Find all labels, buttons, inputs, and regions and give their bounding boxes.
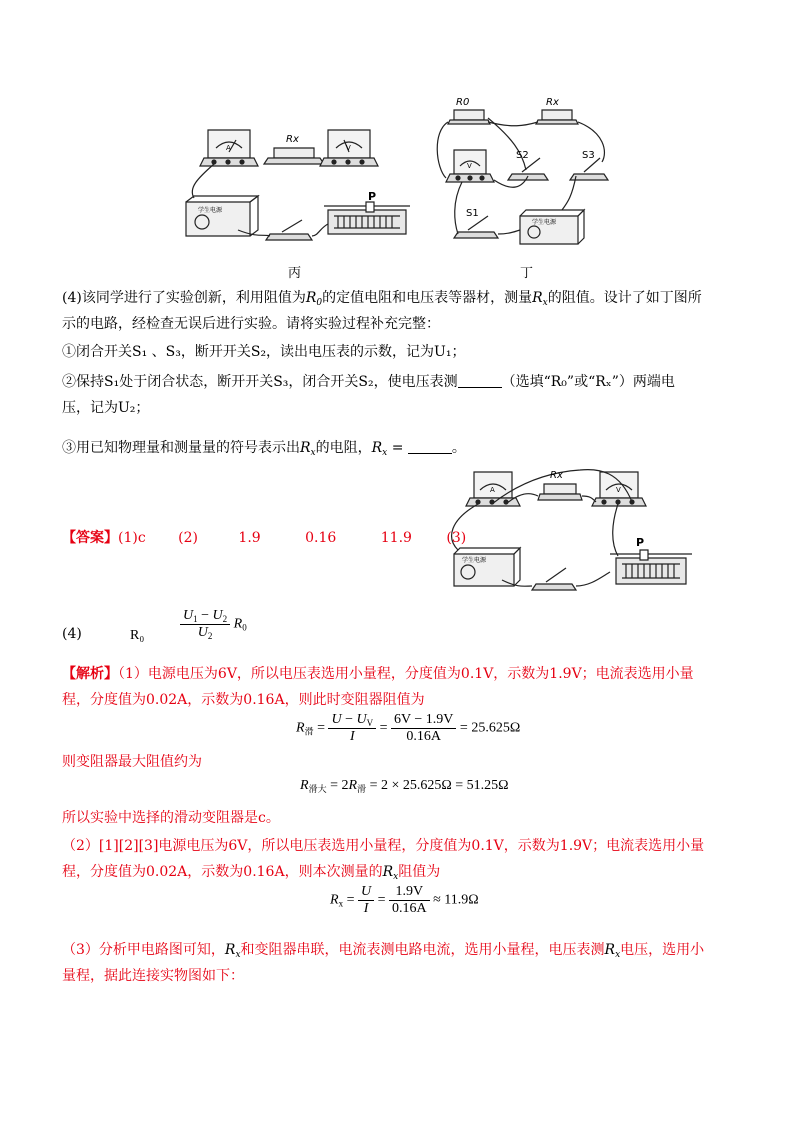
analysis-p2: 则变阻器最大阻值约为 [62, 754, 202, 770]
bing-voltmeter-label: V [346, 144, 351, 152]
bing-power-label: 学生电源 [198, 207, 223, 214]
ding-power-label: 学生电源 [532, 219, 557, 226]
bing-rx-label: Rx [286, 134, 299, 145]
analysis-p1-line1: 【解析】（1）电源电压为6V，所以电压表选用小量程，分度值为0.1V，示数为1.9V；电流表选用小量 [62, 666, 694, 682]
ding-rx-label: Rx [546, 97, 559, 108]
answer-line: 【答案】(1)c (2) 1.9 0.16 11.9 (3) [62, 530, 467, 546]
analysis-eq3: $R_x$ = $\frac{U}{I}$ = $\frac{1.9V}{0.16A}$ ≈ 11.9Ω [330, 884, 479, 916]
ding-r0-label: R0 [456, 97, 470, 108]
analysis-p1-line2: 程，分度值为0.02A，示数为0.16A，则此时变阻器阻值为 [62, 692, 425, 708]
q4-step2-line2: 压，记为U₂； [62, 400, 150, 416]
analysis-p4-line1: （2）[1][2][3]电源电压为6V，所以电压表选用小量程，分度值为0.1V，示数为1.9V；电流表选用小量 [62, 838, 705, 854]
q4-intro-line1: (4)该同学进行了实验创新，利用阻值为$R_0$的定值电阻和电压表等器材，测量$R_x$的阻值。设计了如丁图所 [62, 290, 702, 308]
answer-item-6: (3) [446, 530, 467, 546]
analysis-p3: 所以实验中选择的滑动变阻器是c。 [62, 810, 280, 826]
q4-blank-2 [408, 439, 452, 454]
answer-item-5: 11.9 [380, 530, 412, 546]
answer-ammeter-label: A [490, 486, 495, 494]
analysis-p5: （3）分析甲电路图可知，$R_x$和变阻器串联，电流表测电路电流，选用小量程，电压表测$R_x$电压，选用小 [62, 942, 705, 960]
analysis-p6: 量程，据此连接实物图如下： [62, 968, 244, 984]
q4-step3: ③用已知物理量和测量量的符号表示出$R_x$的电阻，$R_x$ = 。 [62, 440, 466, 458]
bing-ammeter-label: A [226, 144, 231, 152]
answer-item-4: 0.16 [305, 530, 337, 546]
analysis-eq2: $R_{滑大} = 2R_滑 = 2 \times 25.625\Omega = 51.25\Omega$ [300, 778, 509, 794]
ding-s1-label: S1 [466, 208, 479, 219]
answer-item-1: (1)c [118, 530, 146, 546]
answer-p-label: P [636, 536, 645, 549]
ding-voltmeter-label: V [467, 162, 472, 170]
q4-blank-1 [458, 373, 502, 388]
ding-s3-label: S3 [582, 150, 595, 161]
answer-voltmeter-label: V [616, 486, 621, 494]
q4-step1: ①闭合开关S₁ 、S₃，断开开关S₂，读出电压表的示数，记为U₁； [62, 344, 466, 360]
analysis-p4-line2: 程，分度值为0.02A，示数为0.16A，则本次测量的$R_x$阻值为 [62, 864, 441, 882]
ding-s2-label: S2 [516, 150, 529, 161]
answer-item-2: (2) [178, 530, 198, 546]
figure-bing-caption: 丙 [288, 266, 302, 281]
q4-intro-line2: 示的电路，经检查无误后进行实验。请将实验过程补充完整： [62, 316, 440, 332]
figure-ding-caption: 丁 [520, 266, 534, 281]
answer-item-3: 1.9 [238, 530, 261, 546]
answer-q4-r0: R₀ [130, 628, 145, 643]
figure-bing-circuit [178, 118, 428, 253]
answer-rx-label: Rx [550, 470, 563, 481]
q4-step2-line1: ②保持S₁处于闭合状态，断开开关S₃，闭合开关S₂，使电压表测 （选填“R₀”或“Rₓ”）两端电 [62, 374, 675, 390]
bing-p-label: P [368, 190, 377, 203]
answer-q4-formula: $\frac{U_1 - U_2}{U_2}$ $R_0$ [180, 608, 247, 641]
figure-answer-circuit [440, 462, 710, 602]
analysis-eq1: $R_滑$ = $\frac{U - U_V}{I}$ = $\frac{6V - 1.9V}{0.16A}$ = 25.625Ω [296, 712, 521, 744]
figure-ding-circuit [432, 92, 612, 252]
answer-power-label: 学生电源 [462, 557, 487, 564]
answer-q4-label: (4) [62, 626, 82, 642]
